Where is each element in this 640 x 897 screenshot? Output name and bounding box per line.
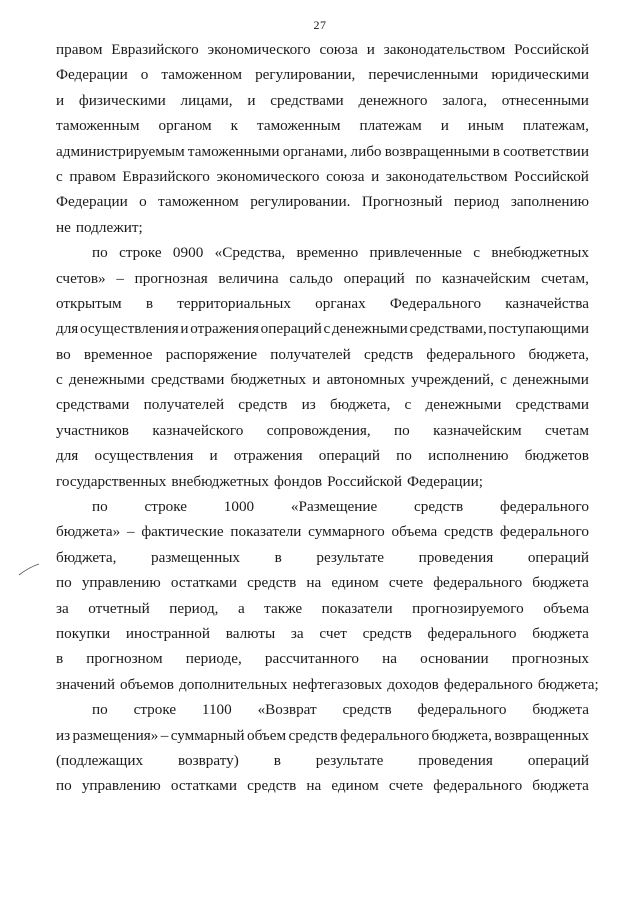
word: операций <box>318 447 380 465</box>
word: строке <box>133 701 177 719</box>
word: период <box>453 193 500 211</box>
word: Евразийского <box>122 167 210 185</box>
word: значений <box>56 675 116 693</box>
word: денежными <box>513 371 589 389</box>
text-line <box>56 396 589 421</box>
word: территориальных <box>177 294 291 312</box>
word: возвращенных <box>494 726 589 744</box>
word: сальдо <box>289 269 333 287</box>
word: счетам, <box>541 269 589 287</box>
word: таможенном <box>158 193 239 211</box>
word: по <box>396 447 412 465</box>
word: объема <box>391 523 438 541</box>
word: суммарного <box>308 523 385 541</box>
word: Российской <box>514 167 589 185</box>
word: таможенным <box>56 117 140 135</box>
word: и <box>366 41 375 58</box>
word: – <box>126 523 135 541</box>
word: размещения» <box>72 726 159 744</box>
word: проведения <box>418 751 493 769</box>
word: строке <box>119 244 162 262</box>
word: прогнозная <box>134 269 208 287</box>
word: для <box>56 447 79 465</box>
body-text <box>56 41 599 803</box>
word: и <box>180 320 189 338</box>
word: с <box>500 371 507 389</box>
word: союза <box>326 167 365 185</box>
word: а <box>237 599 245 617</box>
word: таможенными <box>187 142 280 160</box>
word: денежного <box>358 91 428 109</box>
word: и <box>440 117 449 135</box>
word: платежам <box>359 117 422 135</box>
word: федерального <box>499 498 589 516</box>
word: средствами <box>150 371 225 389</box>
word: 1100 <box>201 701 232 719</box>
word: «Возврат <box>257 701 317 719</box>
word: средствами, <box>409 320 487 338</box>
word: показатели <box>230 523 302 541</box>
word: и <box>371 167 380 185</box>
word: Российской <box>514 41 589 58</box>
word: счете <box>388 777 424 795</box>
word: и <box>56 91 65 109</box>
word: средств <box>288 726 338 744</box>
text-line <box>56 473 589 498</box>
word: по <box>92 701 108 719</box>
word: федерального <box>433 777 523 795</box>
word: правом <box>56 41 103 58</box>
word: отражения <box>190 320 260 338</box>
word: едином <box>331 777 379 795</box>
word: – <box>160 726 169 744</box>
word: по <box>92 244 108 262</box>
word: соответствии <box>503 142 589 160</box>
text-line <box>56 168 589 193</box>
word: показатели <box>321 599 393 617</box>
word: «Средства, <box>214 244 286 262</box>
word: заполнению <box>510 193 589 211</box>
word: бюджетных <box>230 371 307 389</box>
word: регулировании. <box>250 193 351 211</box>
word: средствами <box>56 396 130 414</box>
word: на <box>306 777 322 795</box>
word: денежными <box>425 396 502 414</box>
word: суммарный <box>170 726 245 744</box>
text-line <box>56 574 589 599</box>
word: участников <box>56 421 129 439</box>
word: средств <box>247 574 297 592</box>
word: юридическими <box>491 66 589 84</box>
word: и <box>312 371 321 389</box>
word: результате <box>316 548 384 566</box>
text-line <box>56 675 599 701</box>
word: Федерации; <box>406 472 483 490</box>
word: счетам <box>544 421 589 439</box>
word: управлению <box>81 777 161 795</box>
word: по <box>92 498 108 516</box>
word: фондов <box>274 472 323 490</box>
word: счетов» <box>56 269 106 287</box>
word: подлежит; <box>75 218 143 236</box>
word: возвращенными <box>384 142 490 160</box>
word: федерального <box>443 675 533 693</box>
text-line <box>56 66 589 91</box>
word: строке <box>144 498 187 516</box>
word: нефтегазовых <box>292 675 383 693</box>
word: средств <box>342 701 392 719</box>
word: отчетный <box>88 599 150 617</box>
word: средствами <box>270 91 344 109</box>
word: временно <box>296 244 359 262</box>
text-line <box>56 701 589 726</box>
word: результате <box>315 751 384 769</box>
word: казначейским <box>433 421 522 439</box>
word: внебюджетных <box>491 244 589 262</box>
word: во <box>56 345 71 363</box>
word: Евразийского <box>111 41 199 58</box>
text-line <box>56 270 589 295</box>
text-line <box>56 320 589 345</box>
text-line <box>56 777 589 802</box>
word: в <box>56 650 64 668</box>
word: бюджета <box>532 624 589 642</box>
word: доходов <box>387 675 439 693</box>
text-line <box>56 447 589 472</box>
word: в <box>492 142 500 160</box>
word: основании <box>420 650 489 668</box>
word: Федерации <box>56 66 128 84</box>
word: период, <box>169 599 219 617</box>
word: средствами <box>515 396 589 414</box>
word: не <box>56 218 71 236</box>
word: с <box>473 244 480 262</box>
margin-pen-mark <box>18 563 40 577</box>
word: федерального <box>426 345 516 363</box>
word: на <box>382 650 398 668</box>
word: Федерации <box>56 193 128 211</box>
word: операций <box>527 548 589 566</box>
word: правом <box>69 167 116 185</box>
word: объем <box>246 726 287 744</box>
word: бюджета» <box>56 523 121 541</box>
word: осуществления <box>79 320 179 338</box>
text-line <box>56 752 589 777</box>
text-line <box>56 244 589 269</box>
word: с <box>323 320 331 338</box>
word: фактические <box>141 523 224 541</box>
text-line <box>56 117 589 142</box>
word: по <box>415 269 432 287</box>
word: рассчитанного <box>264 650 360 668</box>
word: средств <box>238 396 288 414</box>
word: государственных <box>56 472 167 490</box>
word: учреждений, <box>411 371 494 389</box>
word: законодательством <box>385 167 508 185</box>
word: законодательством <box>383 41 506 58</box>
word: денежными <box>68 371 145 389</box>
word: и <box>247 91 256 109</box>
word: прогнозном <box>86 650 163 668</box>
word: средств <box>362 624 412 642</box>
text-line <box>56 422 589 447</box>
word: для <box>56 320 79 338</box>
word: остатками <box>170 777 238 795</box>
word: бюджета, <box>431 726 492 744</box>
word: Прогнозный <box>361 193 443 211</box>
text-line <box>56 346 589 371</box>
word: и <box>209 447 218 465</box>
word: органом <box>158 117 212 135</box>
word: залога, <box>442 91 488 109</box>
text-line <box>56 498 589 523</box>
word: исполнению <box>428 447 509 465</box>
word: временное <box>83 345 153 363</box>
text-line <box>56 143 589 168</box>
word: казначейским <box>441 269 531 287</box>
word: величина <box>218 269 279 287</box>
word: распоряжение <box>165 345 258 363</box>
text-line <box>56 92 589 117</box>
word: в <box>274 548 282 566</box>
word: по <box>56 777 72 795</box>
word: союза <box>319 41 358 58</box>
word: о <box>140 66 149 84</box>
word: денежными <box>331 320 408 338</box>
word: средств <box>247 777 297 795</box>
text-line <box>56 523 589 548</box>
word: получателей <box>270 345 351 363</box>
word: казначейского <box>152 421 244 439</box>
word: валюты <box>225 624 276 642</box>
word: с <box>404 396 412 414</box>
word: прогнозных <box>511 650 589 668</box>
text-line <box>56 650 589 675</box>
word: 1000 <box>223 498 255 516</box>
word: прогнозируемого <box>412 599 524 617</box>
word: либо <box>350 142 382 160</box>
text-line <box>56 41 589 66</box>
word: размещенных <box>151 548 240 566</box>
word: едином <box>331 574 379 592</box>
text-line <box>56 371 589 396</box>
word: получателей <box>143 396 225 414</box>
word: (подлежащих <box>56 751 144 769</box>
word: бюджета <box>532 777 589 795</box>
word: дополнительных <box>178 675 288 693</box>
word: по <box>56 574 72 592</box>
word: на <box>306 574 322 592</box>
word: регулировании, <box>255 66 356 84</box>
word: бюджета <box>532 701 589 719</box>
word: Российской <box>327 472 402 490</box>
word: федерального <box>417 701 507 719</box>
word: операций <box>343 269 405 287</box>
word: из <box>301 396 316 414</box>
word: внебюджетных <box>171 472 270 490</box>
word: федерального <box>340 726 430 744</box>
word: в <box>273 751 281 769</box>
word: по <box>394 421 410 439</box>
word: средств <box>414 498 464 516</box>
text-line <box>56 193 589 218</box>
word: объемов <box>120 675 174 693</box>
word: счет <box>319 624 347 642</box>
word: органах <box>315 294 366 312</box>
text-line <box>56 295 589 320</box>
word: федерального <box>433 574 523 592</box>
word: – <box>116 269 124 287</box>
word: органами, <box>282 142 348 160</box>
word: покупки <box>56 624 111 642</box>
word: средств <box>444 523 494 541</box>
word: средств <box>364 345 414 363</box>
word: казначейства <box>505 294 589 312</box>
word: сопровождения, <box>266 421 371 439</box>
word: за <box>290 624 304 642</box>
text-line <box>56 727 589 752</box>
word: поступающими <box>488 320 589 338</box>
text-line <box>56 219 589 244</box>
word: периоде, <box>185 650 242 668</box>
word: отражения <box>233 447 303 465</box>
text-line <box>56 549 589 574</box>
word: с <box>56 371 63 389</box>
word: экономического <box>216 167 320 185</box>
word: отнесенными <box>501 91 589 109</box>
word: в <box>145 294 154 312</box>
word: из <box>56 726 71 744</box>
word: таможенным <box>257 117 341 135</box>
word: проведения <box>418 548 494 566</box>
word: объема <box>543 599 589 617</box>
word: за <box>56 599 69 617</box>
word: бюджета, <box>56 548 117 566</box>
word: 0900 <box>172 244 204 262</box>
word: счете <box>388 574 424 592</box>
word: Федерального <box>389 294 482 312</box>
word: операций <box>260 320 322 338</box>
word: возврату) <box>177 751 239 769</box>
word: перечисленными <box>368 66 479 84</box>
word: бюджетов <box>524 447 589 465</box>
word: иным <box>467 117 504 135</box>
word: также <box>264 599 303 617</box>
word: бюджета <box>532 574 589 592</box>
word: открытым <box>56 294 122 312</box>
word: к <box>230 117 239 135</box>
word: администрируемым <box>56 142 185 160</box>
word: бюджета, <box>329 396 391 414</box>
word: лицами, <box>180 91 233 109</box>
word: бюджета, <box>528 345 589 363</box>
word: физическими <box>78 91 166 109</box>
word: остатками <box>170 574 238 592</box>
word: федерального <box>427 624 517 642</box>
text-line <box>56 625 589 650</box>
word: бюджета; <box>537 675 599 693</box>
word: федерального <box>499 523 589 541</box>
text-line <box>56 600 589 625</box>
word: осуществления <box>94 447 194 465</box>
word: привлеченные <box>369 244 462 262</box>
word: автономных <box>326 371 406 389</box>
word: с <box>56 167 63 185</box>
word: «Размещение <box>290 498 378 516</box>
word: экономического <box>207 41 311 58</box>
word: управлению <box>81 574 161 592</box>
word: платежам, <box>522 117 589 135</box>
word: таможенном <box>161 66 243 84</box>
word: операций <box>527 751 589 769</box>
word: иностранной <box>125 624 210 642</box>
word: о <box>139 193 147 211</box>
page-number: 27 <box>313 18 327 32</box>
